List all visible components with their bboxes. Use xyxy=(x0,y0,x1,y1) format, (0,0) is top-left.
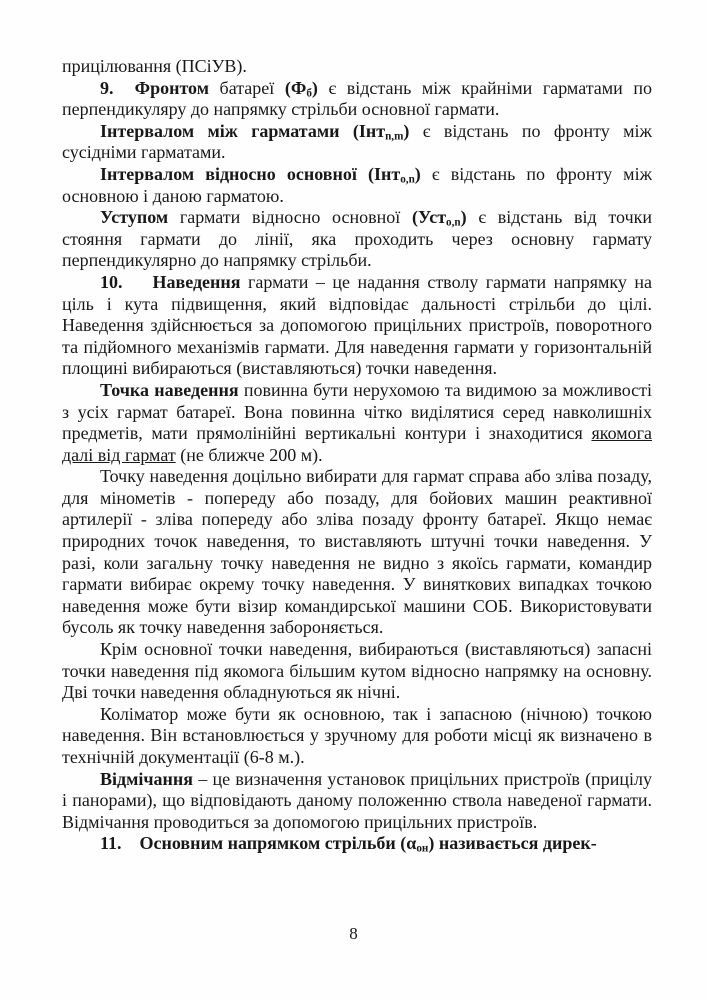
paragraph xyxy=(62,56,652,78)
text-run: (Уст xyxy=(411,207,447,228)
text-run: Відмічання xyxy=(100,768,194,789)
subscript-run: о,n xyxy=(400,173,415,186)
text-run: якомога далі від гармат xyxy=(62,423,652,465)
subscript-run: n,m xyxy=(385,130,404,143)
text-run: є відстань від точки стояння гармати до лінії, яка проходить через основну гармату перпендикулярно до напрямку стрільби. xyxy=(62,207,652,271)
page-footer xyxy=(0,924,707,944)
text-run: 9. Фронтом xyxy=(100,77,209,98)
text-run: є відстань між крайніми гарматами по перпендикуляру до напрямку стрільби основної гармати. xyxy=(62,77,653,120)
text-run: Крім основної точки наведення, вибираються (виставляються) запасні точки наведення під якомога більшим кутом відносно напрямку на основну. Дві точки наведення обладнуються як нічні. xyxy=(62,639,652,703)
document-body xyxy=(62,56,652,855)
text-run: прицілювання (ПСіУВ). xyxy=(62,56,247,76)
text-run: (Інт xyxy=(352,120,386,141)
text-run: 11. Основним напрямком стрільби (α xyxy=(100,833,417,854)
text-run: гармати відносно основної xyxy=(168,207,412,228)
text-run: ) xyxy=(311,77,318,98)
paragraph xyxy=(62,833,652,855)
paragraph xyxy=(62,466,652,639)
text-run: (Ф xyxy=(284,77,307,98)
text-run: 10. Наведення xyxy=(100,271,241,292)
page-number: 8 xyxy=(349,924,358,943)
paragraph xyxy=(62,78,652,121)
text-run: ) xyxy=(403,120,410,141)
text-run: ) називається дирек- xyxy=(428,833,597,854)
text-run: Інтервалом відносно основної (Інт xyxy=(100,163,401,184)
text-run: Уступом xyxy=(100,207,169,228)
text-run: гармати – це надання стволу гармати напрямку на ціль і кута підвищення, який відповідає дальності стрільби до цілі. Наведення здійснюється за допомогою прицільних пристроїв, поворотного та підйомного механізмів гармати. Для наведення гармати у горизонтальній площині вибираються (виставляються) точки наведення. xyxy=(62,271,652,379)
paragraph xyxy=(62,121,652,164)
text-run: Коліматор може бути як основною, так і запасною (нічною) точкою наведення. Він встановлюється у зручному для роботи місці як визначено в технічній документації (6-8 м.). xyxy=(62,703,652,767)
text-run: повинна бути нерухомою та видимою за можливості з усіх гармат батареї. Вона повинна чітко виділятися серед навколишніх предметів, мати прямолінійні вертикальні контури і знаходитися xyxy=(62,379,652,444)
text-run: Точку наведення доцільно вибирати для гармат справа або зліва позаду, для мінометів - попереду або позаду, для бойових машин реактивної артилерії - зліва попереду або зліва позаду фронту батареї. Якщо немає природних точок наведення, то виставляють штучні точки наведення. У разі, коли загальну точку наведення не видно з якоїсь гармати, командир гармати вибирає окрему точку наведення. У виняткових випадках точкою наведення може бути візир командирської машини СОБ. Використовувати бусоль як точку наведення забороняється. xyxy=(62,466,652,638)
text-run: ) xyxy=(460,207,467,228)
text-run: є відстань по фронту між сусідніми гарматами. xyxy=(62,120,652,163)
paragraph xyxy=(62,207,652,272)
paragraph xyxy=(62,639,652,704)
text-run: (не ближче 200 м). xyxy=(175,444,323,465)
text-run: – це визначення установок прицільних пристроїв (прицілу і панорами), що відповідають даному положенню ствола наведеної гармати. Відмічання проводиться за допомогою прицільних пристроїв. xyxy=(62,768,652,832)
subscript-run: он xyxy=(416,842,429,855)
text-run: Точка наведення xyxy=(100,379,239,400)
paragraph xyxy=(62,769,652,834)
subscript-run: б xyxy=(306,87,312,100)
subscript-run: о,n xyxy=(446,216,461,229)
text-run: Інтервалом між гарматами xyxy=(100,120,340,141)
paragraph xyxy=(62,272,652,380)
paragraph xyxy=(62,704,652,769)
paragraph xyxy=(62,164,652,207)
text-run xyxy=(339,121,352,141)
text-run: ) xyxy=(414,163,421,184)
paragraph xyxy=(62,380,652,466)
text-run: є відстань по фронту між основною і даною гарматою. xyxy=(62,163,652,206)
text-run: батареї xyxy=(208,77,285,98)
